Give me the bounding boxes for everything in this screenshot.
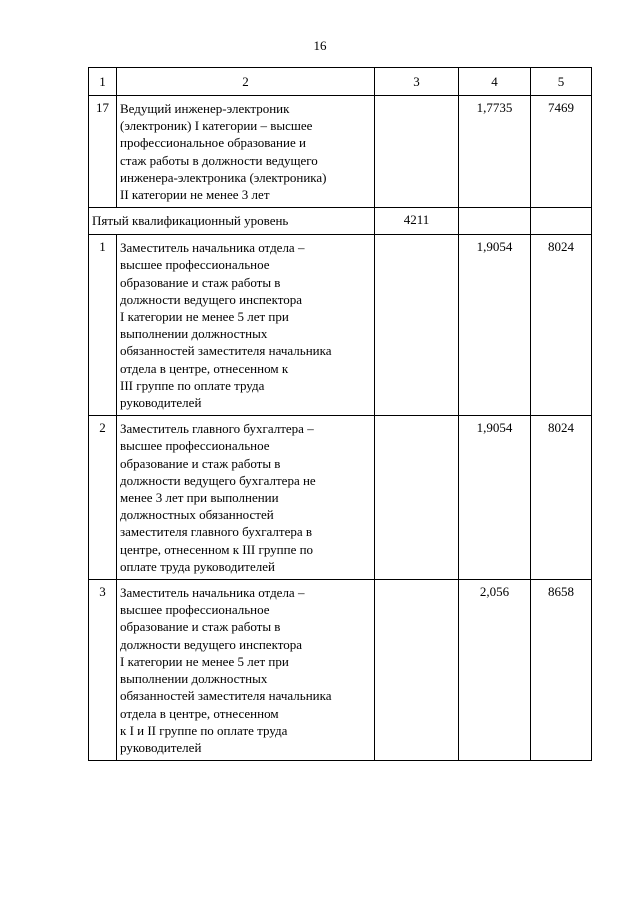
salary-table [88, 67, 592, 761]
base-salary-cell [375, 235, 459, 416]
group-label: Пятый квалификационный уровень [89, 208, 375, 235]
salary-cell [531, 208, 592, 235]
position-description: Заместитель начальника отдела – высшее профессиональное образование и стаж работы в должности ведущего инспектора I категории не менее 5 лет при выполнении должностных обязанностей заместителя начальника отдела в центре, отнесенном к I и II группе по оплате труда руководителей [117, 580, 375, 761]
header-col-1: 1 [89, 68, 117, 96]
coefficient-cell: 2,056 [459, 580, 531, 761]
header-col-3: 3 [375, 68, 459, 96]
group-base-salary: 4211 [375, 208, 459, 235]
coefficient-cell: 1,7735 [459, 96, 531, 208]
table-row [89, 580, 592, 761]
salary-cell: 8024 [531, 235, 592, 416]
group-row [89, 208, 592, 235]
coefficient-cell: 1,9054 [459, 235, 531, 416]
position-description: Ведущий инженер-электроник (электроник) I категории – высшее профессиональное образование и стаж работы в должности ведущего инженера-электроника (электроника) II категории не менее 3 лет [117, 96, 375, 208]
table-row [89, 96, 592, 208]
row-number: 3 [89, 580, 117, 761]
salary-cell: 8024 [531, 416, 592, 580]
position-description: Заместитель начальника отдела – высшее профессиональное образование и стаж работы в должности ведущего инспектора I категории не менее 5 лет при выполнении должностных обязанностей заместителя начальника отдела в центре, отнесенном к III группе по оплате труда руководителей [117, 235, 375, 416]
position-description: Заместитель главного бухгалтера – высшее профессиональное образование и стаж работы в должности ведущего бухгалтера не менее 3 лет при выполнении должностных обязанностей заместителя главного бухгалтера в центре, отнесенном к III группе по оплате труда руководителей [117, 416, 375, 580]
coefficient-cell: 1,9054 [459, 416, 531, 580]
base-salary-cell [375, 96, 459, 208]
row-number: 1 [89, 235, 117, 416]
header-col-4: 4 [459, 68, 531, 96]
page-number: 16 [313, 38, 327, 53]
salary-cell: 8658 [531, 580, 592, 761]
row-number: 2 [89, 416, 117, 580]
base-salary-cell [375, 580, 459, 761]
base-salary-cell [375, 416, 459, 580]
header-col-5: 5 [531, 68, 592, 96]
coefficient-cell [459, 208, 531, 235]
table-header-row [89, 68, 592, 96]
table-row [89, 235, 592, 416]
row-number: 17 [89, 96, 117, 208]
salary-cell: 7469 [531, 96, 592, 208]
header-col-2: 2 [117, 68, 375, 96]
table-row [89, 416, 592, 580]
